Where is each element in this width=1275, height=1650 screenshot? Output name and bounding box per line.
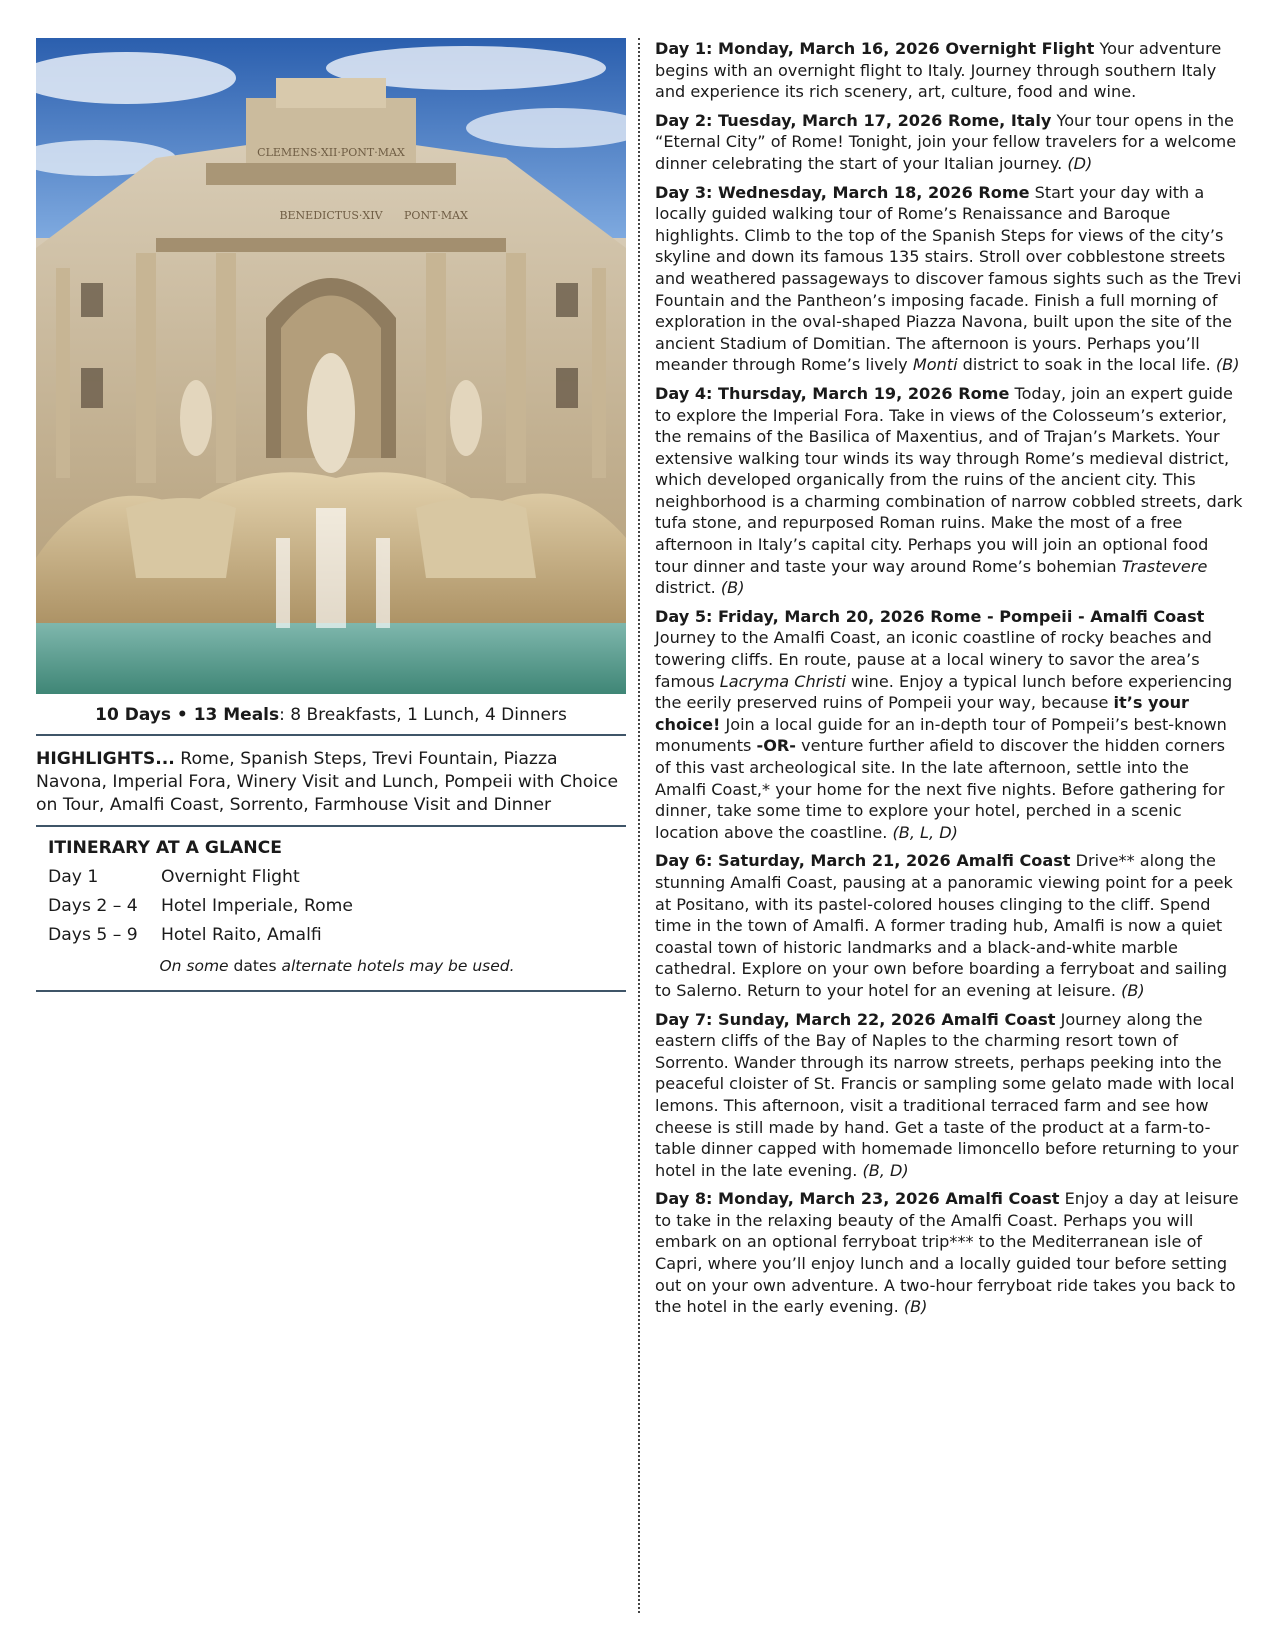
day-text: Drive** along the stunning Amalfi Coast, pausing at a panoramic viewing point for a peek at Positano, with its pastel-colored houses clinging to the cliff. Spend time in the town of Amalfi. A former trading hub, Amalfi is now a quiet coastal town of historic landmarks and a black-and-white marble cathedral. Explore on your own before boarding a ferryboat and sailing to Salerno. Return to your hotel for an evening at leisure.: [655, 851, 1233, 1000]
day-text: Your adventure begins with an overnight flight to Italy. Journey through southern Italy and experience its rich scenery, art, culture, food and wine.: [655, 39, 1222, 102]
glance-place: Hotel Imperiale, Rome: [161, 896, 353, 916]
day-heading: Day 1: Monday, March 16, 2026 Overnight Flight: [655, 39, 1095, 58]
day-heading: Day 2: Tuesday, March 17, 2026 Rome, Italy: [655, 110, 1052, 130]
day-text-2: district to soak in the local life.: [957, 355, 1216, 375]
glance-title: ITINERARY AT A GLANCE: [48, 838, 282, 858]
glance-days: Days 2 – 4: [48, 896, 138, 916]
day-heading: Day 6: Saturday, March 21, 2026 Amalfi Coast: [655, 851, 1071, 871]
day-text: Today, join an expert guide to explore the Imperial Fora. Take in views of the Colosseum’s exterior, the remains of the Basilica of Maxentius, and of Trajan’s Markets. Your extensive walking tour winds its way through Rome’s medieval district, which developed organically from the ruins of the ancient city. This neighborhood is a charming combination of narrow cobbled streets, dark tufa stone, and repurposed Roman ruins. Make the most of a free afternoon in Italy’s capital city. Perhaps you will join an optional food tour dinner and taste your way around Rome’s bohemian: [655, 383, 1243, 576]
day-text: Start your day with a locally guided walking tour of Rome’s Renaissance and Baroque highlights. Climb to the top of the Spanish Steps for views of the city’s skyline and down its famous 135 stairs. Stroll over cobblestone streets and weathered passageways to discover famous sights such as the Trevi Fountain and the Pantheon’s imposing facade. Finish a full morning of exploration in the oval-shaped Piazza Navona, built upon the site of the ancient Stadium of Domitian. The afternoon is yours. Perhaps you’ll meander through Rome’s lively: [655, 182, 1242, 375]
day-emphasis: Trastevere: [1121, 556, 1208, 576]
divider-rule: [36, 734, 626, 736]
day-text-2: wine. Enjoy a typical lunch before experiencing the eerily preserved ruins of Pompeii your way, because: [655, 671, 1233, 713]
day-text: Journey to the Amalfi Coast, an iconic coastline of rocky beaches and towering cliffs. En route, pause at a local winery to savor the area’s famous: [655, 628, 1212, 691]
day-heading: Day 4: Thursday, March 19, 2026 Rome: [655, 383, 1010, 403]
day-meals: (D): [1067, 153, 1093, 173]
inscription-clemens: CLEMENS·XII·PONT·MAX: [257, 146, 405, 159]
glance-row: [48, 921, 626, 950]
day-4: [655, 383, 1245, 599]
day-heading: Day 8: Monday, March 23, 2026 Amalfi Coast: [655, 1189, 1060, 1209]
day-meals: (B): [720, 578, 745, 598]
day-text: Enjoy a day at leisure to take in the relaxing beauty of the Amalfi Coast. Perhaps you will embark on an optional ferryboat trip*** to the Mediterranean isle of Capri, where you’ll enjoy lunch and a locally guided tour before setting out on your own adventure. A two-hour ferryboat ride takes you back to the hotel in the early evening.: [655, 1189, 1239, 1317]
left-column: [36, 38, 626, 992]
glance-days: Days 5 – 9: [48, 925, 138, 945]
days-count: 10 Days: [95, 705, 171, 725]
inscription-benedictus: BENEDICTUS·XIV: [279, 209, 383, 222]
hotel-note-c: alternate hotels may be used.: [276, 957, 515, 975]
glance-row: [48, 863, 626, 892]
inscription-pont-max: PONT·MAX: [404, 209, 468, 222]
column-divider: [638, 38, 640, 1613]
day-meals: (B, D): [862, 1160, 909, 1180]
day-7: [655, 1009, 1245, 1182]
day-6: [655, 850, 1245, 1001]
glance-place: Overnight Flight: [161, 867, 300, 887]
itinerary-at-a-glance: [36, 827, 626, 984]
day-heading: Day 5: Friday, March 20, 2026 Rome - Pompeii - Amalfi Coast: [655, 606, 1205, 626]
glance-days: Day 1: [48, 867, 99, 887]
day-text-4: venture further afield to discover the hidden corners of this vast archeological site. In the late afternoon, settle into the Amalfi Coast,* your home for the next five nights. Before gathering for dinner, take some time to explore your hotel, perched in a scenic location above the coastline.: [655, 736, 1225, 842]
day-text: Your tour opens in the “Eternal City” of Rome! Tonight, join your fellow travelers for a welcome dinner celebrating the start of your Italian journey.: [655, 110, 1237, 173]
day-heading: Day 7: Sunday, March 22, 2026 Amalfi Coast: [655, 1009, 1056, 1029]
trevi-fountain-illustration: [36, 38, 626, 694]
day-1: [655, 38, 1245, 103]
day-heading: Day 3: Wednesday, March 18, 2026 Rome: [655, 182, 1030, 202]
day-emphasis: Lacryma Christi: [719, 671, 846, 691]
day-8: [655, 1188, 1245, 1318]
day-meals: (B, L, D): [892, 822, 958, 842]
day-text: Journey along the eastern cliffs of the Bay of Naples to the charming resort town of Sorrento. Wander through its narrow streets, perhaps peeking into the peaceful cloister of St. Francis or sampling some gelato made with local lemons. This afternoon, visit a traditional terraced farm and see how cheese is still made by hand. Get a taste of the product at a farm-to-table dinner capped with homemade limoncello before returning to your hotel in the late evening.: [655, 1009, 1239, 1180]
hotel-note-b: dates: [233, 957, 277, 975]
day-3: [655, 182, 1245, 376]
hotel-note: [48, 956, 626, 976]
highlights-label: HIGHLIGHTS...: [36, 749, 175, 769]
highlights-text: Rome, Spanish Steps, Trevi Fountain, Piazza Navona, Imperial Fora, Winery Visit and Lunch, Pompeii with Choice on Tour, Amalfi Coast, Sorrento, Farmhouse Visit and Dinner: [36, 749, 619, 815]
day-emphasis: Monti: [912, 355, 958, 375]
day-text-3: Join a local guide for an in-depth tour of Pompeii’s best-known monuments: [655, 714, 1227, 756]
meals-summary: [36, 702, 626, 728]
bullet: •: [170, 705, 194, 725]
day-meals: (B): [1121, 980, 1145, 1000]
day-strong-or: -OR-: [756, 736, 796, 756]
itinerary-days: [655, 38, 1245, 1325]
highlights: [36, 748, 626, 817]
meals-count: 13 Meals: [193, 705, 280, 725]
glance-place: Hotel Raito, Amalfi: [161, 925, 322, 945]
day-meals: (B): [903, 1297, 928, 1317]
day-meals: (B): [1215, 355, 1240, 375]
divider-rule: [36, 990, 626, 992]
trevi-fountain-photo: [36, 38, 626, 694]
day-strong: it’s your choice!: [655, 693, 1189, 734]
day-2: [655, 110, 1245, 175]
glance-row: [48, 892, 626, 921]
day-text-2: district.: [655, 578, 721, 598]
hotel-note-a: On some: [159, 957, 234, 975]
meals-detail: : 8 Breakfasts, 1 Lunch, 4 Dinners: [279, 705, 567, 725]
day-5: [655, 606, 1245, 844]
